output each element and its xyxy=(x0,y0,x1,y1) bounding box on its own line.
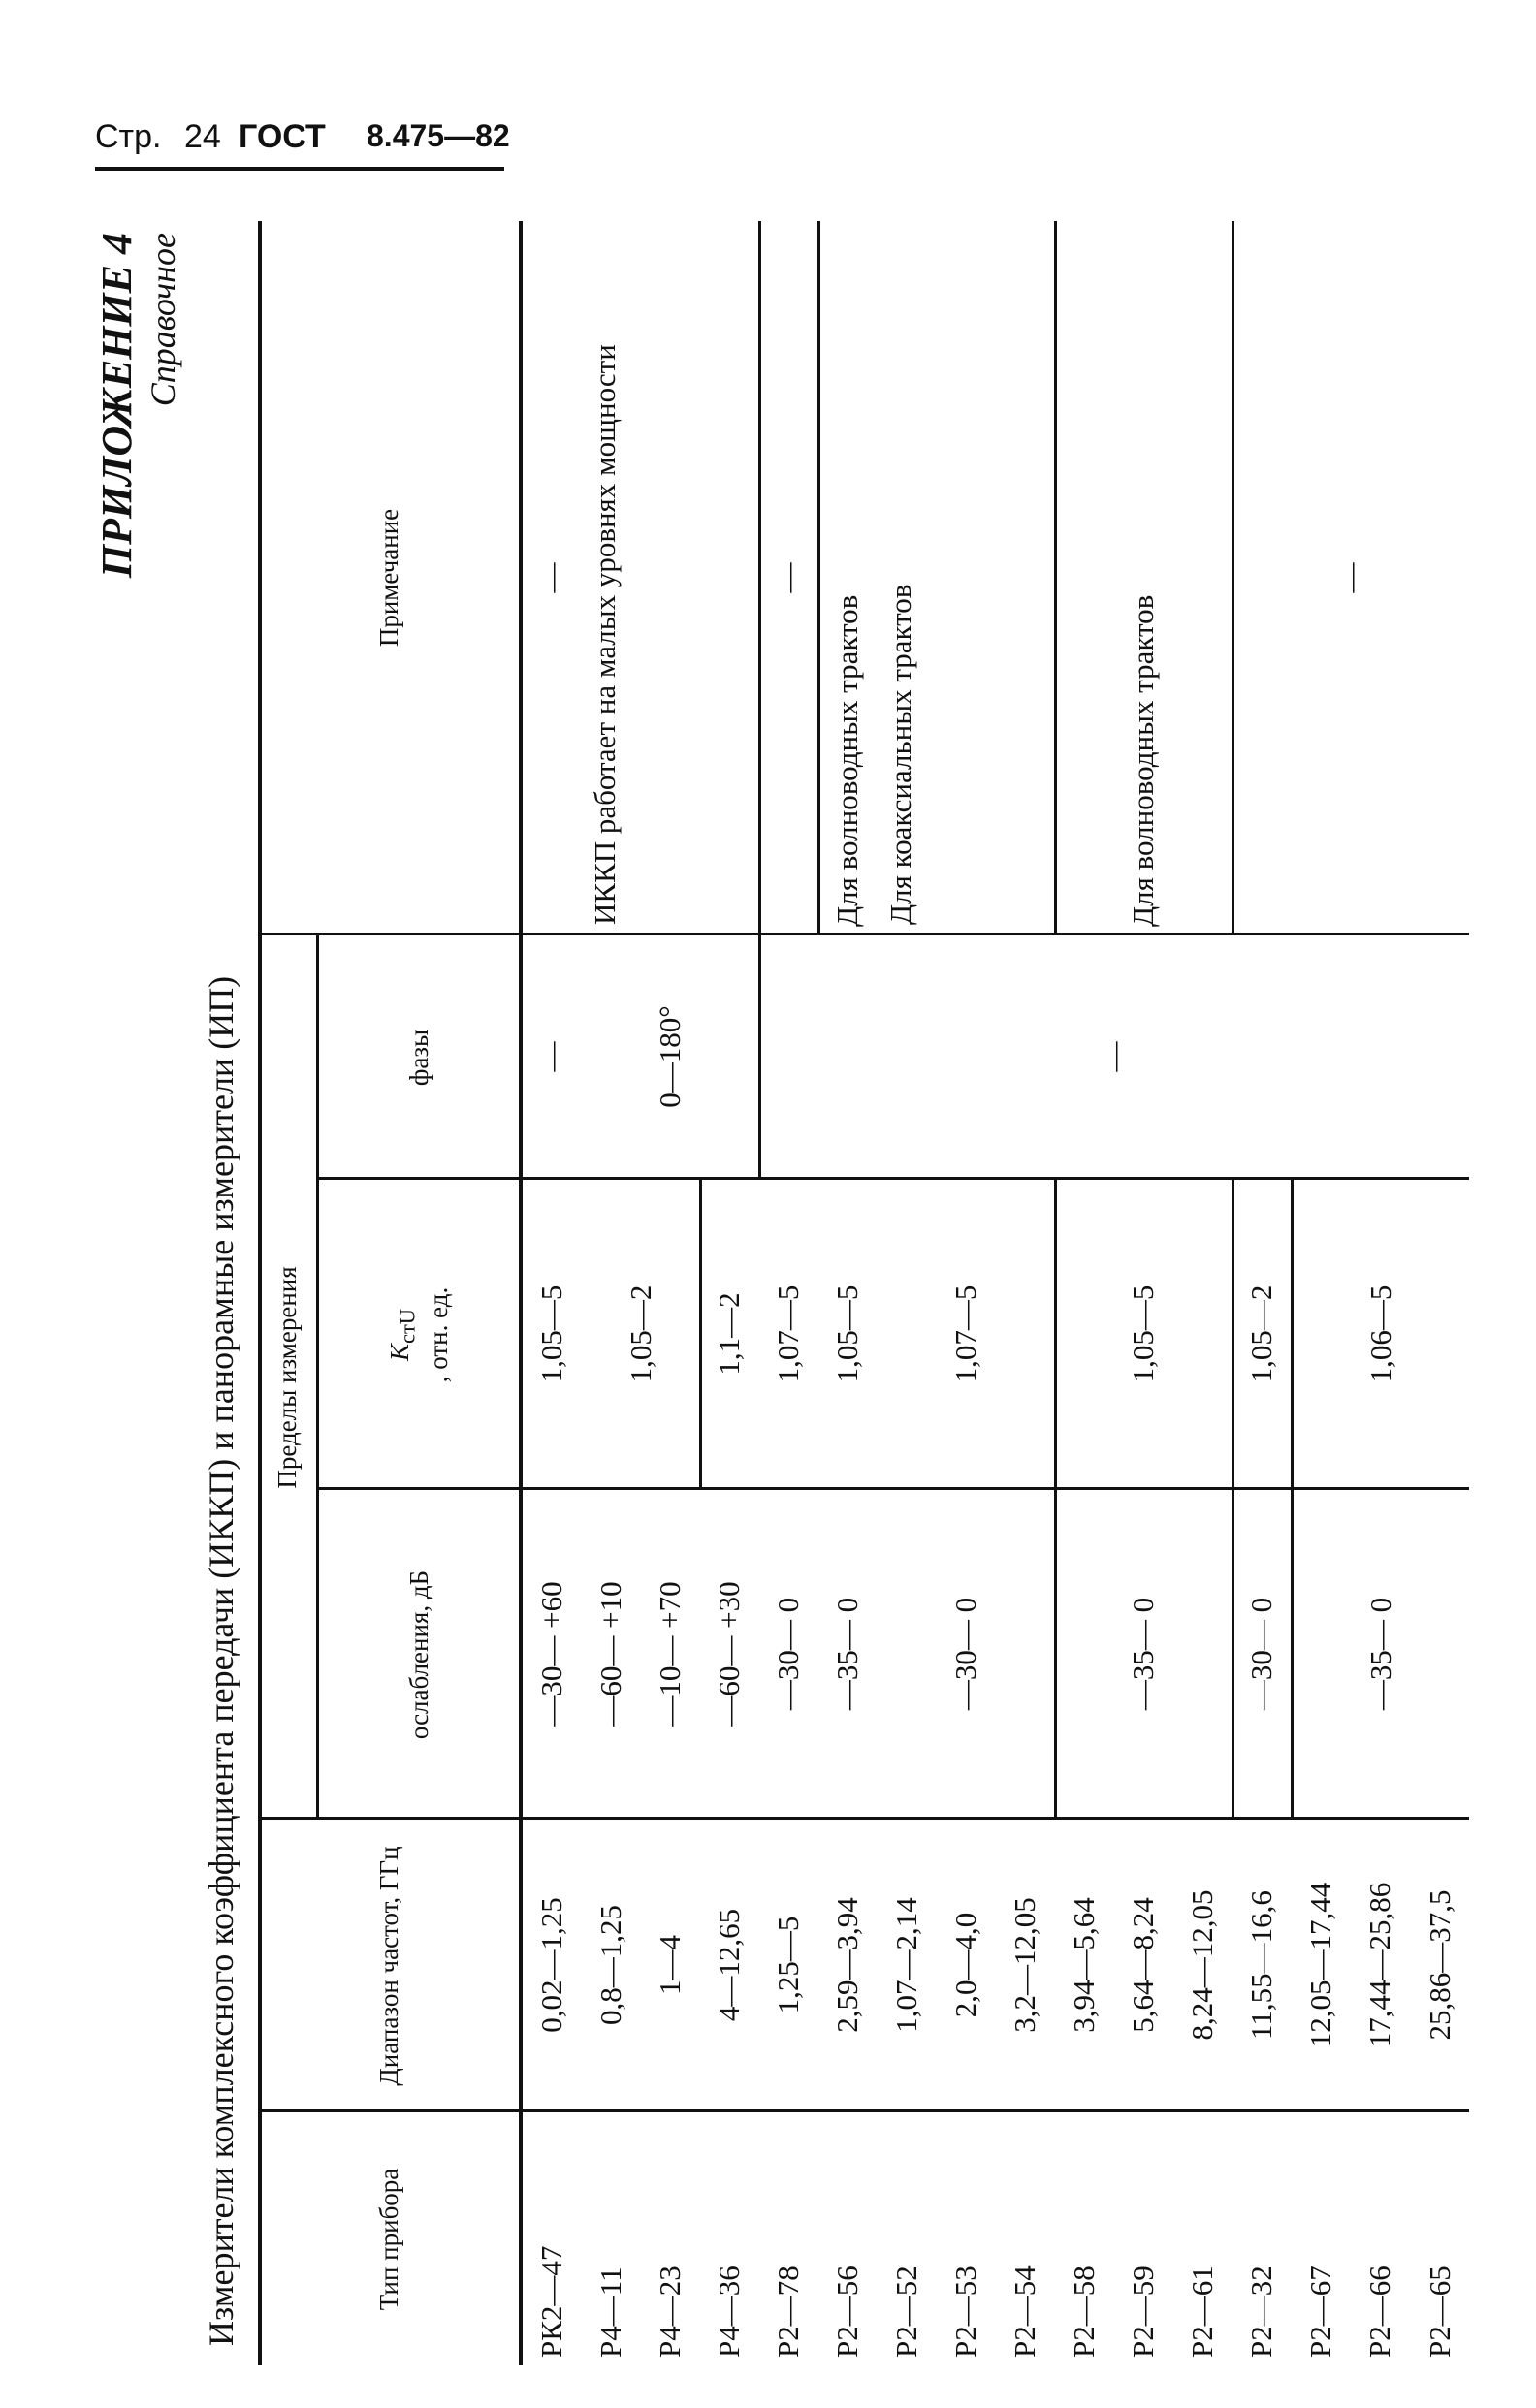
cell-atten: —60— +30 xyxy=(712,1581,746,1727)
atten-group-sep-1 xyxy=(1054,1179,1057,1819)
cell-note: — xyxy=(534,562,568,593)
page-prefix: Стр. xyxy=(95,118,162,155)
col-divider-atten xyxy=(316,1487,1469,1490)
cell-freq: 17,44—25,86 xyxy=(1362,1882,1396,2048)
cell-note: Для волноводных трактов xyxy=(830,594,864,927)
col-divider-device xyxy=(258,2109,1469,2112)
cell-phase: — xyxy=(534,1041,568,1072)
atten-group-sep-3 xyxy=(1291,1179,1294,1819)
table-title: Измерители комплексного коэффициента передачи (ИККП) и панорамные измерители (ИП) xyxy=(202,975,240,2346)
table-top-rule xyxy=(258,221,262,2365)
cell-vswr: 1,07—5 xyxy=(771,1284,805,1383)
cell-device: Р2—56 xyxy=(830,2265,864,2358)
rotated-table-sheet xyxy=(93,221,1470,2365)
standard-code: 8.475—82 xyxy=(367,118,510,153)
cell-vswr: 1,05—2 xyxy=(1244,1284,1278,1383)
header-note: Примечание xyxy=(374,508,403,648)
note-group-sep-3 xyxy=(1232,221,1234,935)
header-bottom-rule xyxy=(519,221,523,2365)
header-rule xyxy=(95,167,504,171)
header-vswr xyxy=(318,1181,520,1489)
cell-freq: 4—12,65 xyxy=(712,1908,746,2022)
cell-freq: 0,8—1,25 xyxy=(593,1905,627,2025)
cell-vswr: 1,06—5 xyxy=(1362,1284,1397,1383)
cell-atten: —35— 0 xyxy=(830,1597,864,1711)
cell-device: Р2—32 xyxy=(1244,2265,1278,2358)
atten-group-sep-2 xyxy=(1232,1179,1234,1819)
vswr-symbol: K xyxy=(384,1344,414,1362)
cell-freq: 2,59—3,94 xyxy=(830,1897,864,2033)
header-freq-range: Диапазон частот, ГГц xyxy=(374,1846,403,2086)
cell-freq: 11,55—16,6 xyxy=(1244,1890,1278,2040)
cell-atten: —30— 0 xyxy=(771,1597,805,1711)
cell-device: Р4—36 xyxy=(712,2265,746,2358)
cell-note: — xyxy=(1333,562,1367,593)
cell-atten: —30— 0 xyxy=(948,1597,982,1711)
cell-vswr: 1,1—2 xyxy=(712,1292,746,1376)
phase-note-group-sep xyxy=(758,221,761,1179)
cell-device: Р2—52 xyxy=(889,2265,923,2358)
cell-freq: 3,94—5,64 xyxy=(1067,1897,1101,2033)
cell-vswr: 1,05—5 xyxy=(534,1284,568,1383)
cell-note: Для волноводных трактов xyxy=(1126,594,1160,927)
cell-atten: —35— 0 xyxy=(1126,1597,1160,1711)
page-header xyxy=(95,118,518,173)
cell-device: Р2—58 xyxy=(1067,2265,1101,2358)
col-divider-phase xyxy=(258,933,1469,935)
cell-phase: — xyxy=(1097,1041,1131,1072)
limits-divider xyxy=(316,935,319,1819)
vswr-group-sep xyxy=(699,1179,702,1489)
cell-freq: 1,07—2,14 xyxy=(889,1897,923,2033)
header-limits: Пределы измерения xyxy=(272,1266,302,1489)
cell-vswr: 1,05—2 xyxy=(623,1284,657,1383)
cell-note: — xyxy=(771,562,805,593)
cell-device: Р4—11 xyxy=(593,2266,627,2358)
cell-freq: 0,02—1,25 xyxy=(534,1897,568,2033)
col-divider-freq xyxy=(258,1817,1469,1820)
cell-atten: —10— +70 xyxy=(653,1581,687,1727)
appendix-subtitle: Справочное xyxy=(144,233,182,407)
cell-vswr: 1,05—5 xyxy=(1126,1284,1160,1383)
header-attenuation: ослабления, дБ xyxy=(404,1569,433,1740)
cell-atten: —30— 0 xyxy=(1244,1597,1278,1711)
note-group-sep-2 xyxy=(1054,221,1057,935)
cell-freq: 1—4 xyxy=(653,1935,687,1995)
vswr-units: , отн. ед. xyxy=(424,1286,454,1383)
cell-device: Р2—54 xyxy=(1008,2265,1041,2358)
header-phase: фазы xyxy=(404,1029,433,1087)
cell-vswr: 1,07—5 xyxy=(948,1284,982,1383)
cell-device: Р2—66 xyxy=(1362,2265,1396,2358)
cell-device: Р2—53 xyxy=(948,2265,982,2358)
cell-note: Для коаксиальных трактов xyxy=(883,584,917,925)
cell-device: Р2—78 xyxy=(771,2265,805,2358)
cell-freq: 2,0—4,0 xyxy=(948,1912,982,2018)
cell-atten: —30— +60 xyxy=(534,1581,568,1727)
cell-phase: 0—180° xyxy=(653,1005,687,1108)
cell-device: РК2—47 xyxy=(534,2245,568,2358)
cell-freq: 5,64—8,24 xyxy=(1126,1897,1160,2033)
cell-atten: —60— +10 xyxy=(593,1581,627,1727)
cell-freq: 8,24—12,05 xyxy=(1185,1889,1219,2041)
cell-device: Р2—65 xyxy=(1422,2265,1456,2358)
vswr-subscript: стU xyxy=(395,1308,420,1345)
cell-freq: 25,86—37,5 xyxy=(1422,1889,1456,2041)
appendix-title: ПРИЛОЖЕНИЕ 4 xyxy=(93,233,141,579)
cell-device: Р4—23 xyxy=(653,2265,687,2358)
measuring-devices-table xyxy=(258,221,1470,2365)
cell-atten: —35— 0 xyxy=(1362,1597,1397,1711)
header-device-type: Тип прибора xyxy=(374,2168,403,2311)
cell-device: Р2—61 xyxy=(1185,2265,1219,2358)
cell-device: Р2—67 xyxy=(1303,2265,1337,2358)
standard-name: ГОСТ xyxy=(239,118,326,155)
cell-note: ИККП работает на малых уровнях мощности xyxy=(588,344,622,925)
cell-freq: 3,2—12,05 xyxy=(1008,1897,1041,2033)
cell-freq: 1,25—5 xyxy=(771,1916,805,2014)
cell-freq: 12,05—17,44 xyxy=(1303,1882,1337,2048)
page-number: 24 xyxy=(184,118,221,155)
note-group-sep xyxy=(817,221,820,935)
cell-device: Р2—59 xyxy=(1126,2265,1160,2358)
cell-vswr: 1,05—5 xyxy=(830,1284,864,1383)
col-divider-vswr xyxy=(316,1177,1469,1180)
